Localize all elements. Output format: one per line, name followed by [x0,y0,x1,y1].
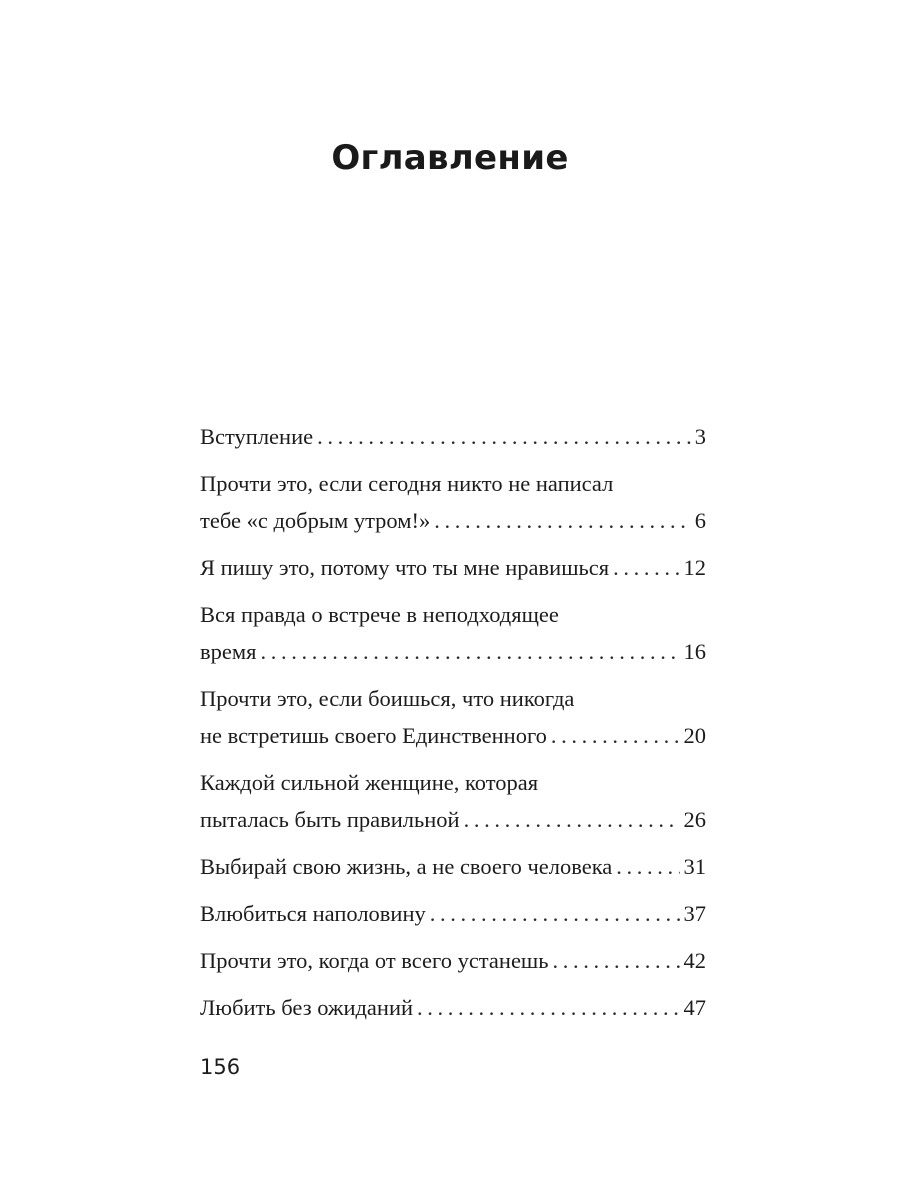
toc-page-number: 37 [683,901,706,926]
dot-leader [551,717,680,754]
toc-entry-title: время [200,639,257,664]
toc-page-number: 31 [683,854,706,879]
page-title: Оглавление [331,138,569,178]
dot-leader [616,848,679,885]
toc-entry-title: не встретишь своего Единственного [200,723,547,748]
dot-leader [317,418,691,455]
toc-entry-row [200,942,706,979]
toc-entry [200,549,706,586]
toc-entry-row [200,989,706,1026]
toc-page-number: 16 [683,639,706,664]
toc-entry-title: Любить без ожиданий [200,995,414,1020]
dot-leader [613,549,679,586]
dot-leader [553,942,680,979]
toc-entry-title: Выбирай свою жизнь, а не своего человека [200,854,613,879]
toc-page-number: 6 [694,508,706,533]
page-number: 156 [200,1055,241,1079]
toc-entry-title: Я пишу это, потому что ты мне нравишься [200,555,610,580]
toc-entry-row [200,633,706,670]
toc-entry-title-line: Прочти это, если сегодня никто не написал [200,471,614,496]
dot-leader [430,895,680,932]
toc-page-number: 42 [683,948,706,973]
dot-leader [434,502,691,539]
toc-entry-title: Вступление [200,424,314,449]
toc-entry-title: Прочти это, когда от всего устанешь [200,948,549,973]
toc-entry [200,465,706,539]
toc-entry-row [200,502,706,539]
toc-entry-row [200,848,706,885]
toc-entry-title: Влюбиться наполовину [200,901,426,926]
toc-entry-title-line: Прочти это, если боишься, что никогда [200,686,575,711]
toc-entry-title: пыталась быть правильной [200,807,460,832]
toc-entry [200,989,706,1026]
toc-entry [200,895,706,932]
toc-page-number: 12 [683,555,706,580]
toc-entry-row [200,801,706,838]
dot-leader [464,801,680,838]
toc-entry-row [200,418,706,455]
toc-entry [200,848,706,885]
toc-page-number: 47 [683,995,706,1020]
toc-entry [200,418,706,455]
toc-entry-title-line: Каждой сильной женщине, которая [200,770,539,795]
toc-page-number: 20 [683,723,706,748]
toc-entry-row [200,895,706,932]
table-of-contents [200,418,706,1036]
toc-entry [200,680,706,754]
toc-entry-title-line: Вся правда о встрече в неподходящее [200,602,559,627]
dot-leader [260,633,679,670]
toc-entry [200,764,706,838]
toc-entry [200,942,706,979]
dot-leader [417,989,679,1026]
toc-entry-row [200,549,706,586]
toc-entry [200,596,706,670]
toc-entry-title: тебе «с добрым утром!» [200,508,431,533]
toc-page-number: 26 [683,807,706,832]
toc-page-number: 3 [694,424,706,449]
toc-entry-row [200,717,706,754]
